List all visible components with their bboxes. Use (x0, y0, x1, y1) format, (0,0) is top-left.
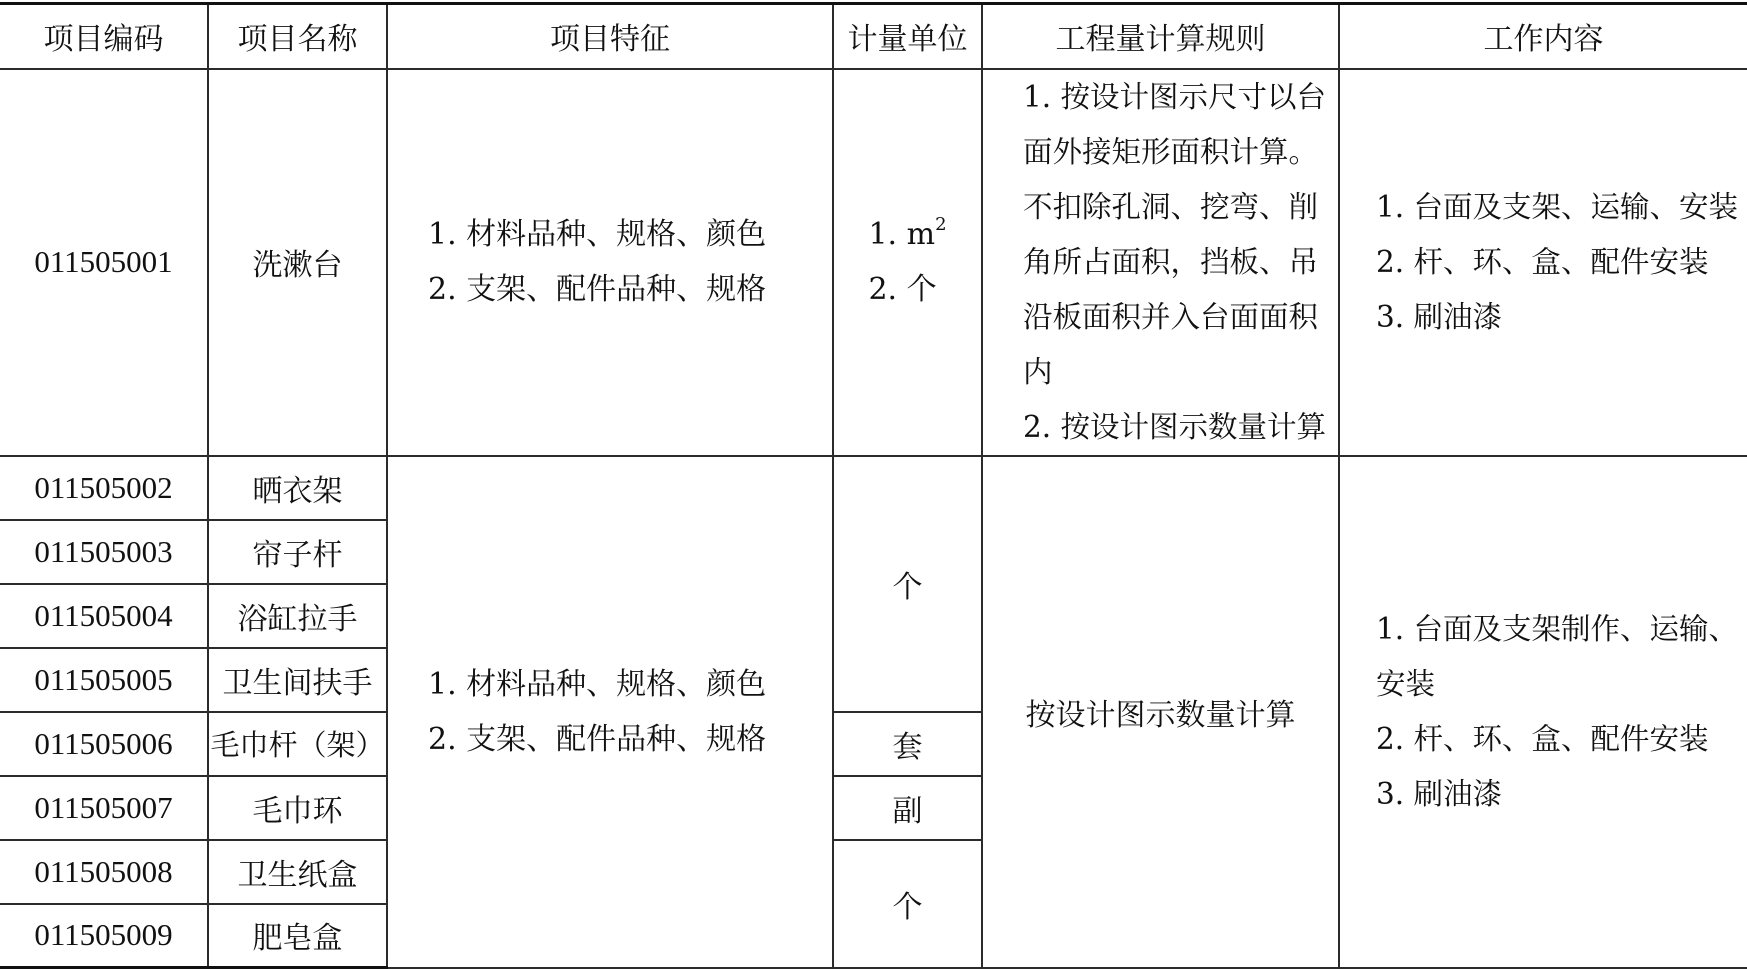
work-line: 1. 台面及支架制作、运输、安装 (1376, 611, 1739, 701)
group-unit-b: 套 (833, 712, 982, 776)
item-name: 卫生纸盒 (208, 840, 387, 904)
item-rules (982, 69, 1339, 456)
header-work: 工作内容 (1339, 4, 1747, 69)
item-name: 浴缸拉手 (208, 584, 387, 648)
item-code: 011505005 (0, 648, 208, 712)
item-unit (833, 69, 982, 456)
item-code: 011505004 (0, 584, 208, 648)
item-code: 011505007 (0, 776, 208, 840)
rule-line: 2. 按设计图示数量计算 (1023, 409, 1327, 444)
group-work (1339, 456, 1747, 968)
work-line: 2. 杆、环、盒、配件安装 (1376, 721, 1709, 756)
header-code: 项目编码 (0, 4, 208, 69)
header-row (0, 4, 1747, 69)
feature-line: 1. 材料品种、规格、颜色 (428, 666, 767, 702)
work-line: 3. 刷油漆 (1376, 299, 1503, 334)
header-features: 项目特征 (387, 4, 833, 69)
item-name: 晒衣架 (208, 456, 387, 520)
item-features (387, 69, 833, 456)
work-line: 1. 台面及支架、运输、安装 (1376, 189, 1739, 224)
group-features (387, 456, 833, 968)
item-name: 肥皂盒 (208, 904, 387, 968)
item-code: 011505001 (0, 69, 208, 456)
item-code: 011505006 (0, 712, 208, 776)
group-rules: 按设计图示数量计算 (982, 456, 1339, 968)
header-unit: 计量单位 (833, 4, 982, 69)
header-rules: 工程量计算规则 (982, 4, 1339, 69)
table-row (0, 456, 1747, 520)
item-work (1339, 69, 1747, 456)
header-name: 项目名称 (208, 4, 387, 69)
table-row (0, 69, 1747, 456)
unit-area: 1. m (868, 217, 936, 252)
unit-line: 2. 个 (868, 272, 937, 307)
item-name: 毛巾环 (208, 776, 387, 840)
bill-of-quantities-table (0, 2, 1747, 969)
unit-line (868, 207, 946, 262)
group-unit-c: 副 (833, 776, 982, 840)
feature-line: 1. 材料品种、规格、颜色 (428, 217, 767, 252)
item-name: 毛巾杆（架） (208, 712, 387, 776)
work-line: 2. 杆、环、盒、配件安装 (1376, 244, 1709, 279)
work-line: 3. 刷油漆 (1376, 776, 1503, 811)
item-code: 011505008 (0, 840, 208, 904)
item-code: 011505002 (0, 456, 208, 520)
group-unit-a: 个 (833, 456, 982, 712)
rule-line: 1. 按设计图示尺寸以台面外接矩形面积计算。不扣除孔洞、挖弯、削角所占面积，挡板、吊沿板面积并入台面面积内 (1023, 79, 1327, 389)
feature-line: 2. 支架、配件品种、规格 (428, 721, 767, 757)
item-code: 011505003 (0, 520, 208, 584)
item-code: 011505009 (0, 904, 208, 968)
item-name: 卫生间扶手 (208, 648, 387, 712)
group-unit-d: 个 (833, 840, 982, 968)
feature-line: 2. 支架、配件品种、规格 (428, 272, 767, 307)
item-name: 帘子杆 (208, 520, 387, 584)
item-name: 洗漱台 (208, 69, 387, 456)
unit-superscript: 2 (935, 214, 947, 235)
